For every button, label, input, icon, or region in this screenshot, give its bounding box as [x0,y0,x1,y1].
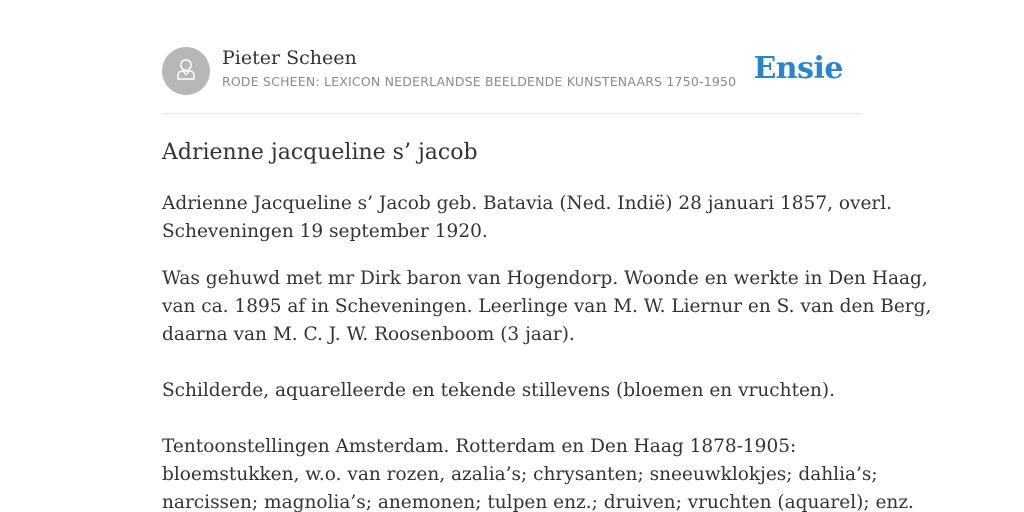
header [162,0,862,114]
article-container [162,0,932,512]
text-line: van ca. 1895 af in Scheveningen. Leerlinge van M. W. Liernur en S. van den Berg, [162,296,932,317]
author-avatar[interactable] [162,47,210,95]
text-line: bloemstukken, w.o. van rozen, azalia’s; chrysanten; sneeuwklokjes; dahlia’s; [162,464,878,485]
text-line: daarna van M. C. J. W. Roosenboom (3 jaar). [162,324,575,345]
article-body [162,190,932,512]
text-line: narcissen; magnolia’s; anemonen; tulpen enz.; druiven; vruchten (aquarel); enz. [162,492,914,512]
source-title[interactable]: RODE SCHEEN: LEXICON NEDERLANDSE BEELDENDE KUNSTENAARS 1750-1950 [222,74,737,89]
text-line: Adrienne Jacqueline s’ Jacob geb. Batavia (Ned. Indië) 28 januari 1857, overl. [162,193,893,214]
blank-line [162,405,862,433]
ensie-logo[interactable]: Ensie [753,51,843,86]
text-line: Tentoonstellingen Amsterdam. Rotterdam en Den Haag 1878-1905: [162,436,797,457]
text-line: Was gehuwd met mr Dirk baron van Hogendorp. Woonde en werkte in Den Haag, [162,268,928,289]
author-name[interactable]: Pieter Scheen [222,47,357,69]
text-line: Scheveningen 19 september 1920. [162,221,488,242]
user-icon [171,54,201,89]
blank-line [162,349,862,377]
paragraph-2 [162,265,932,512]
article-title: Adrienne jacqueline s’ jacob [162,140,478,165]
paragraph-1 [162,190,893,246]
text-line: Schilderde, aquarelleerde en tekende stillevens (bloemen en vruchten). [162,380,835,401]
author-block [222,45,736,92]
